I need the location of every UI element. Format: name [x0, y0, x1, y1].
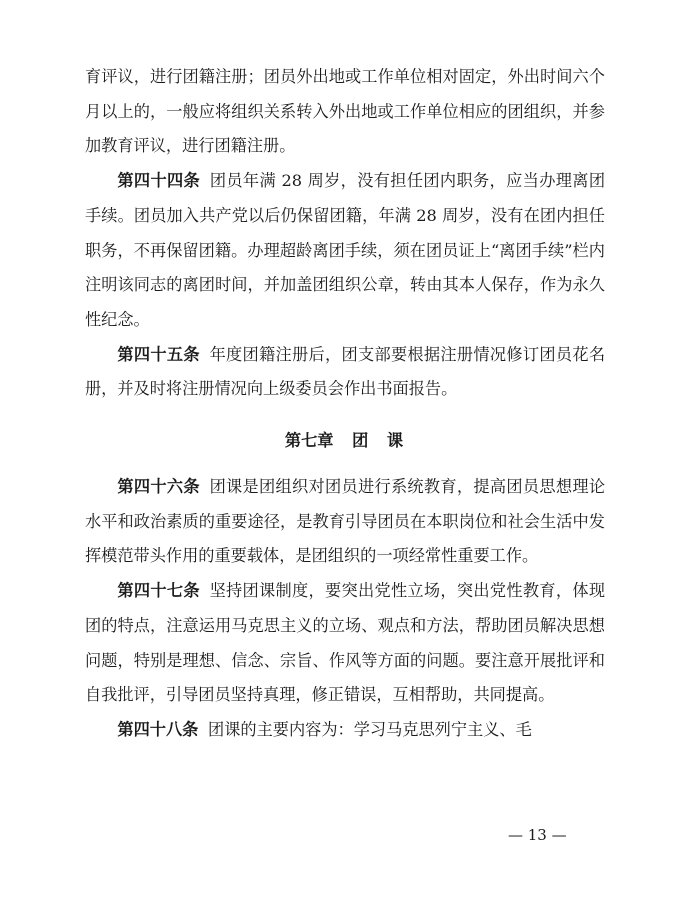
- paragraph-text: 团课的主要内容为：学习马克思列宁主义、毛: [208, 719, 532, 739]
- paragraph-text: 年度团籍注册后，团支部要根据注册情况修订团员花名册，并及时将注册情况向上级委员会作出书面报告。: [85, 344, 606, 399]
- paragraph-article-46: [85, 470, 605, 574]
- paragraph-text: 团员年满 28 周岁，没有担任团内职务，应当办理离团手续。团员加入共产党以后仍保留团籍，年满 28 周岁，没有在团内担任职务，不再保留团籍。办理超龄离团手续，须在团员证上“离团手续”栏内注明该同志的离团时间，并加盖团组织公章，转由其本人保存，作为永久性纪念。: [85, 171, 606, 329]
- article-number: 第四十六条: [117, 477, 200, 496]
- article-number: 第四十七条: [117, 581, 200, 601]
- paragraph-continuation: [85, 60, 605, 164]
- paragraph-text: 团课是团组织对团员进行系统教育，提高团员思想理论水平和政治素质的重要途径，是教育引导团员在本职岗位和社会生活中发挥模范带头作用的重要载体，是团组织的一项经常性重要工作。: [85, 477, 606, 566]
- article-number: 第四十四条: [117, 171, 201, 191]
- text-section-lower: [85, 470, 605, 748]
- page-number: — 13 —: [508, 826, 567, 844]
- chapter-title: 第七章 团 课: [284, 431, 404, 450]
- paragraph-text: 坚持团课制度，要突出党性立场，突出党性教育，体现团的特点，注意运用马克思主义的立场、观点和方法，帮助团员解决思想问题，特别是理想、信念、宗旨、作风等方面的问题。要注意开展批评和自我批评，引导团员坚持真理，修正错误，互相帮助，共同提高。: [85, 581, 606, 705]
- article-number: 第四十八条: [117, 719, 199, 739]
- paragraph-article-48: [85, 713, 605, 748]
- text-section-upper: [85, 60, 605, 407]
- paragraph-text: 育评议，进行团籍注册；团员外出地或工作单位相对固定，外出时间六个月以上的，一般应将组织关系转入外出地或工作单位相应的团组织，并参加教育评议，进行团籍注册。: [85, 67, 605, 156]
- paragraph-article-47: [85, 574, 605, 713]
- paragraph-article-45: [85, 338, 605, 407]
- article-number: 第四十五条: [117, 344, 200, 364]
- paragraph-article-44: [85, 164, 605, 338]
